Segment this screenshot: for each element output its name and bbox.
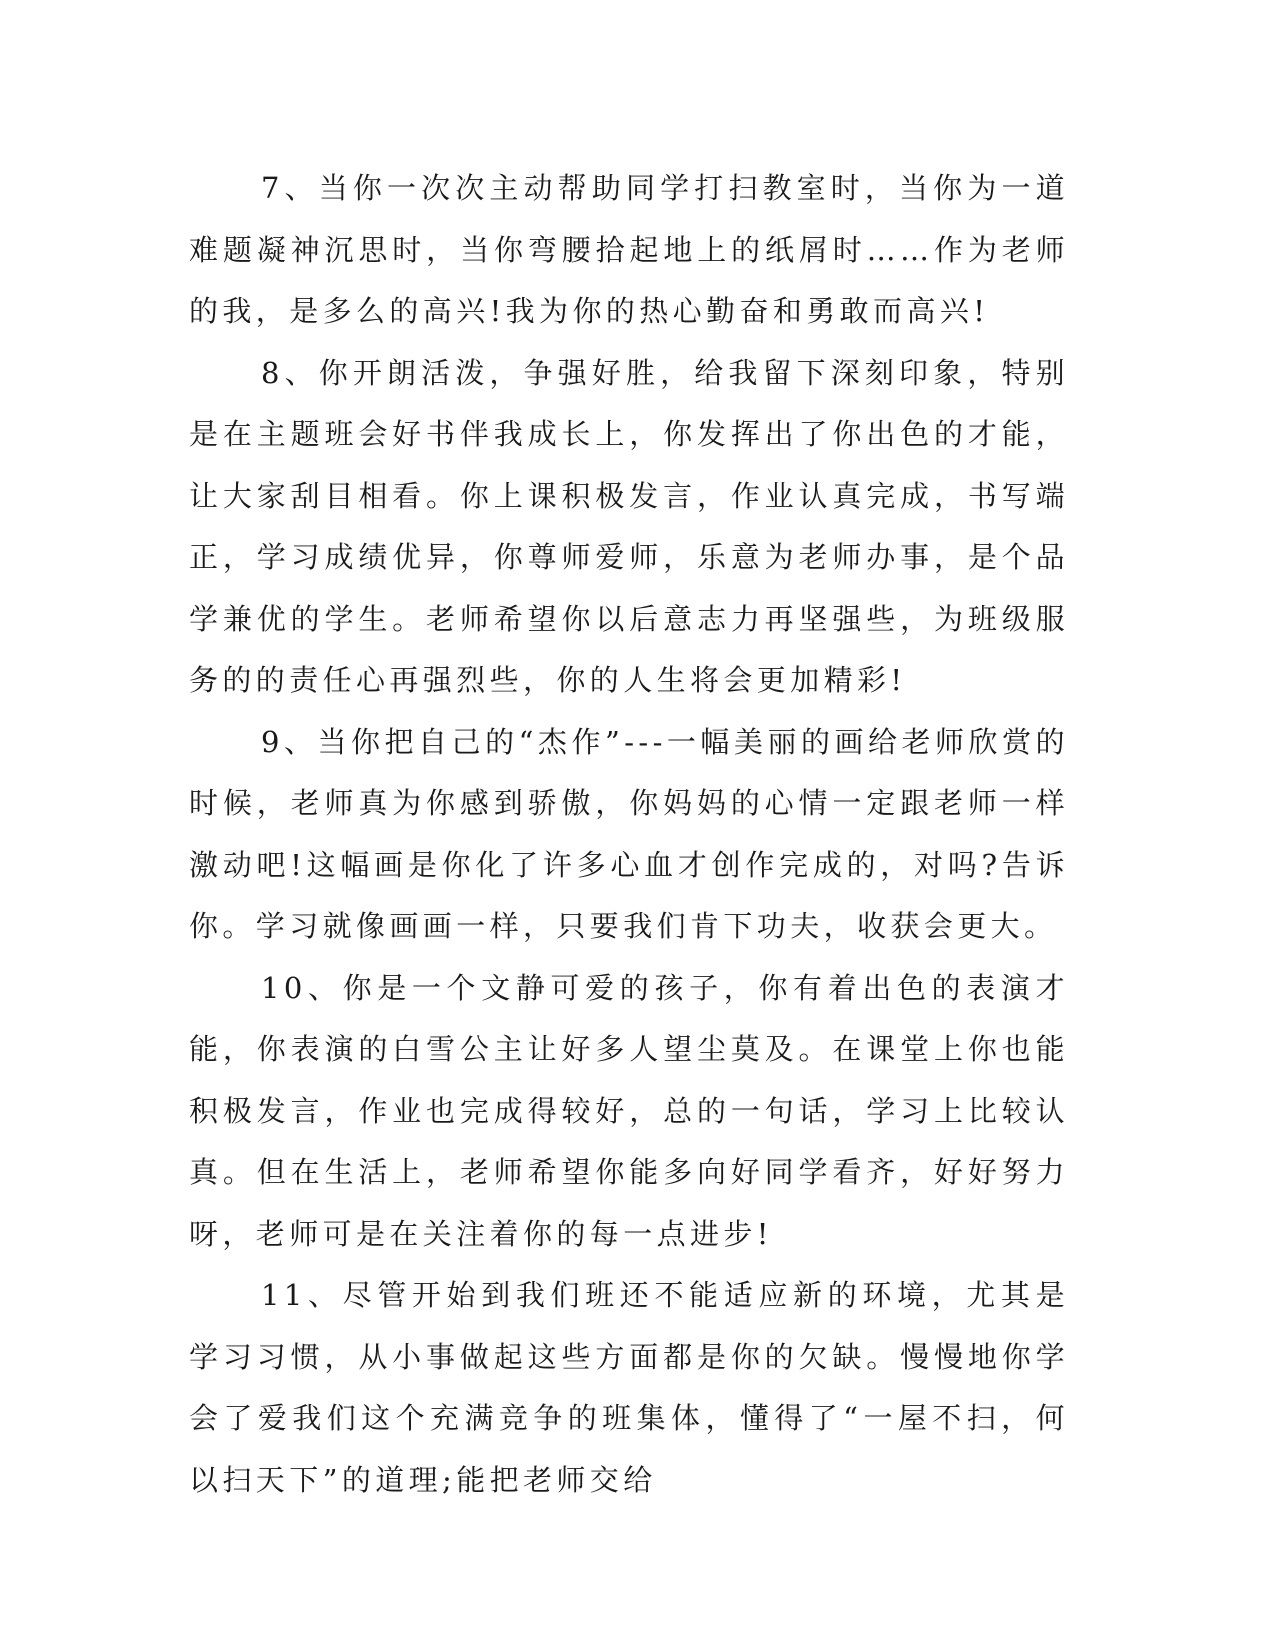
paragraph-8: 8、你开朗活泼，争强好胜，给我留下深刻印象，特别是在主题班会好书伴我成长上，你发挥出了你出色的才能，让大家刮目相看。你上课积极发言，作业认真完成，书写端正，学习成绩优异，你尊师爱师，乐意为老师办事，是个品学兼优的学生。老师希望你以后意志力再坚强些，为班级服务的的责任心再强烈些，你的人生将会更加精彩!: [189, 355, 1069, 697]
paragraph-9: 9、当你把自己的“杰作”---一幅美丽的画给老师欣赏的时候，老师真为你感到骄傲，你妈妈的心情一定跟老师一样激动吧!这幅画是你化了许多心血才创作完成的，对吗?告诉你。学习就像画画一样，只要我们肯下功夫，收获会更大。: [189, 724, 1069, 943]
paragraph-10: 10、你是一个文静可爱的孩子，你有着出色的表演才能，你表演的白雪公主让好多人望尘莫及。在课堂上你也能积极发言，作业也完成得较好，总的一句话，学习上比较认真。但在生活上，老师希望你能多向好同学看齐，好好努力呀，老师可是在关注着你的每一点进步!: [189, 970, 1069, 1251]
document-body: [189, 158, 1069, 1511]
paragraph-11: 11、尽管开始到我们班还不能适应新的环境，尤其是学习习惯，从小事做起这些方面都是你的欠缺。慢慢地你学会了爱我们这个充满竞争的班集体，懂得了“一屋不扫，何以扫天下”的道理;能把老师交给: [189, 1278, 1069, 1497]
paragraph-7: 7、当你一次次主动帮助同学打扫教室时，当你为一道难题凝神沉思时，当你弯腰拾起地上的纸屑时……作为老师的我，是多么的高兴!我为你的热心勤奋和勇敢而高兴!: [189, 171, 1069, 328]
